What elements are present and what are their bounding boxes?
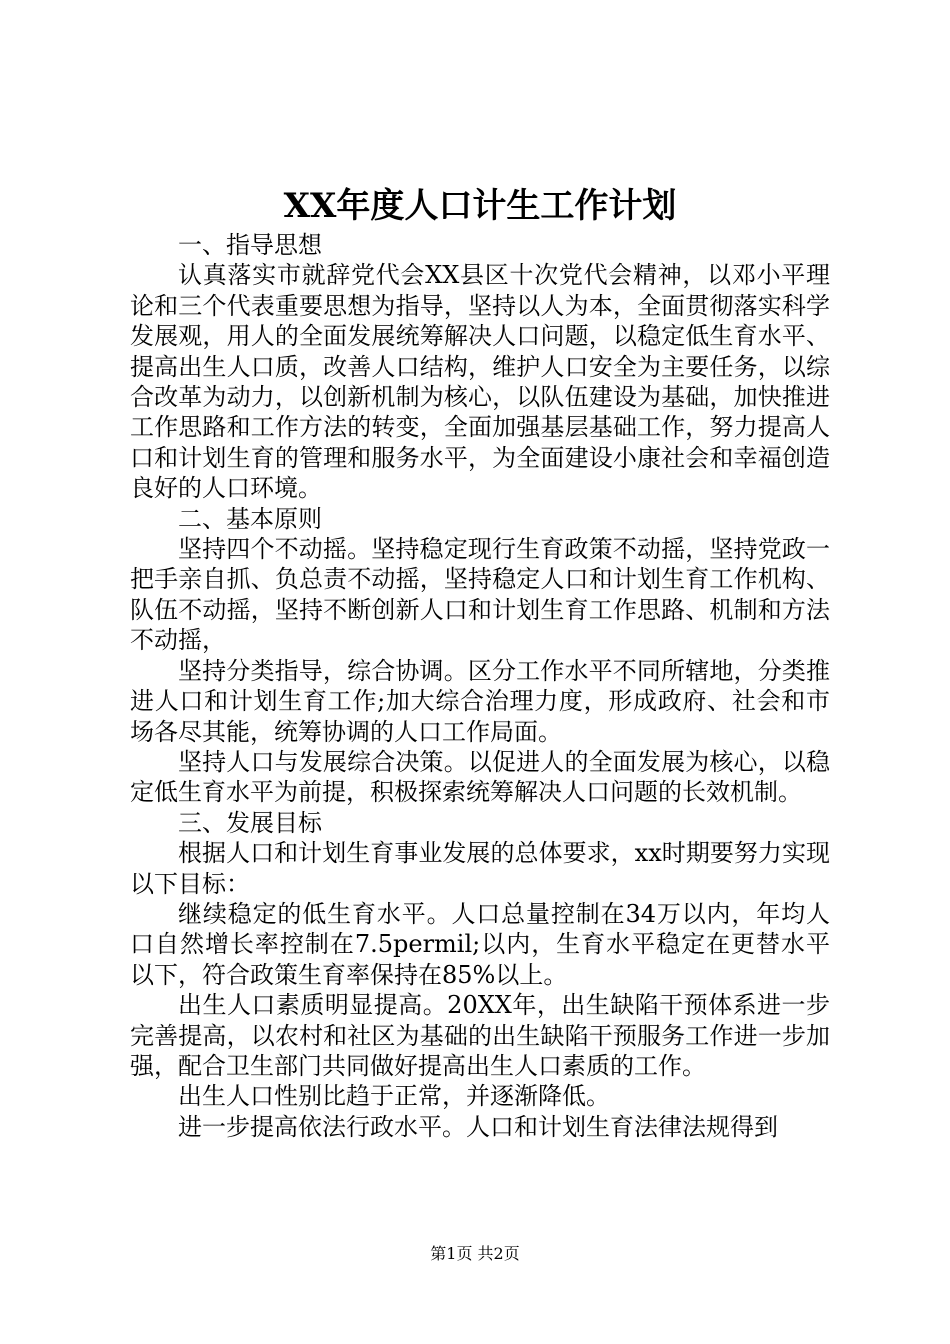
paragraph-low-fertility: 继续稳定的低生育水平。人口总量控制在34万以内，年均人口自然增长率控制在7.5permil;以内，生育水平稳定在更替水平以下，符合政策生育率保持在85%以上。 xyxy=(130,899,830,989)
paragraph-guiding-ideology: 认真落实市就辞党代会XX县区十次党代会精神，以邓小平理论和三个代表重要思想为指导，坚持以人为本，全面贯彻落实科学发展观，用人的全面发展统筹解决人口问题，以稳定低生育水平、提高出生人口质，改善人口结构，维护人口安全为主要任务，以综合改革为动力，以创新机制为核心，以队伍建设为基础，加快推进工作思路和工作方法的转变，全面加强基层基础工作，努力提高人口和计划生育的管理和服务水平，为全面建设小康社会和幸福创造良好的人口环境。 xyxy=(130,261,830,503)
page-footer: 第1页 共2页 xyxy=(430,1244,520,1263)
section-heading-basic-principles: 二、基本原则 xyxy=(178,504,322,533)
document-page xyxy=(130,186,830,1142)
paragraph-birth-quality: 出生人口素质明显提高。20XX年，出生缺陷干预体系进一步完善提高，以农村和社区为基础的出生缺陷干预服务工作进一步加强，配合卫生部门共同做好提高出生人口素质的工作。 xyxy=(130,991,830,1080)
paragraph-rule-of-law: 进一步提高依法行政水平。人口和计划生育法律法规得到 xyxy=(178,1112,778,1141)
paragraph-classified-guidance: 坚持分类指导，综合协调。区分工作水平不同所辖地，分类推进人口和计划生育工作;加大综合治理力度，形成政府、社会和市场各尽其能，统筹协调的人口工作局面。 xyxy=(130,656,830,746)
document-title: XX年度人口计生工作计划 xyxy=(283,186,677,226)
paragraph-comprehensive-decision: 坚持人口与发展综合决策。以促进人的全面发展为核心，以稳定低生育水平为前提，积极探索统筹解决人口问题的长效机制。 xyxy=(130,747,830,807)
paragraph-four-unwavering: 坚持四个不动摇。坚持稳定现行生育政策不动摇，坚持党政一把手亲自抓、负总责不动摇，坚持稳定人口和计划生育工作机构、队伍不动摇，坚持不断创新人口和计划生育工作思路、机制和方法不动摇， xyxy=(130,535,830,655)
paragraph-goals-intro: 根据人口和计划生育事业发展的总体要求，xx时期要努力实现以下目标： xyxy=(130,839,830,898)
section-heading-guiding-ideology: 一、指导思想 xyxy=(178,231,322,259)
section-heading-development-goals: 三、发展目标 xyxy=(178,808,322,837)
paragraph-sex-ratio: 出生人口性别比趋于正常，并逐渐降低。 xyxy=(178,1082,610,1111)
